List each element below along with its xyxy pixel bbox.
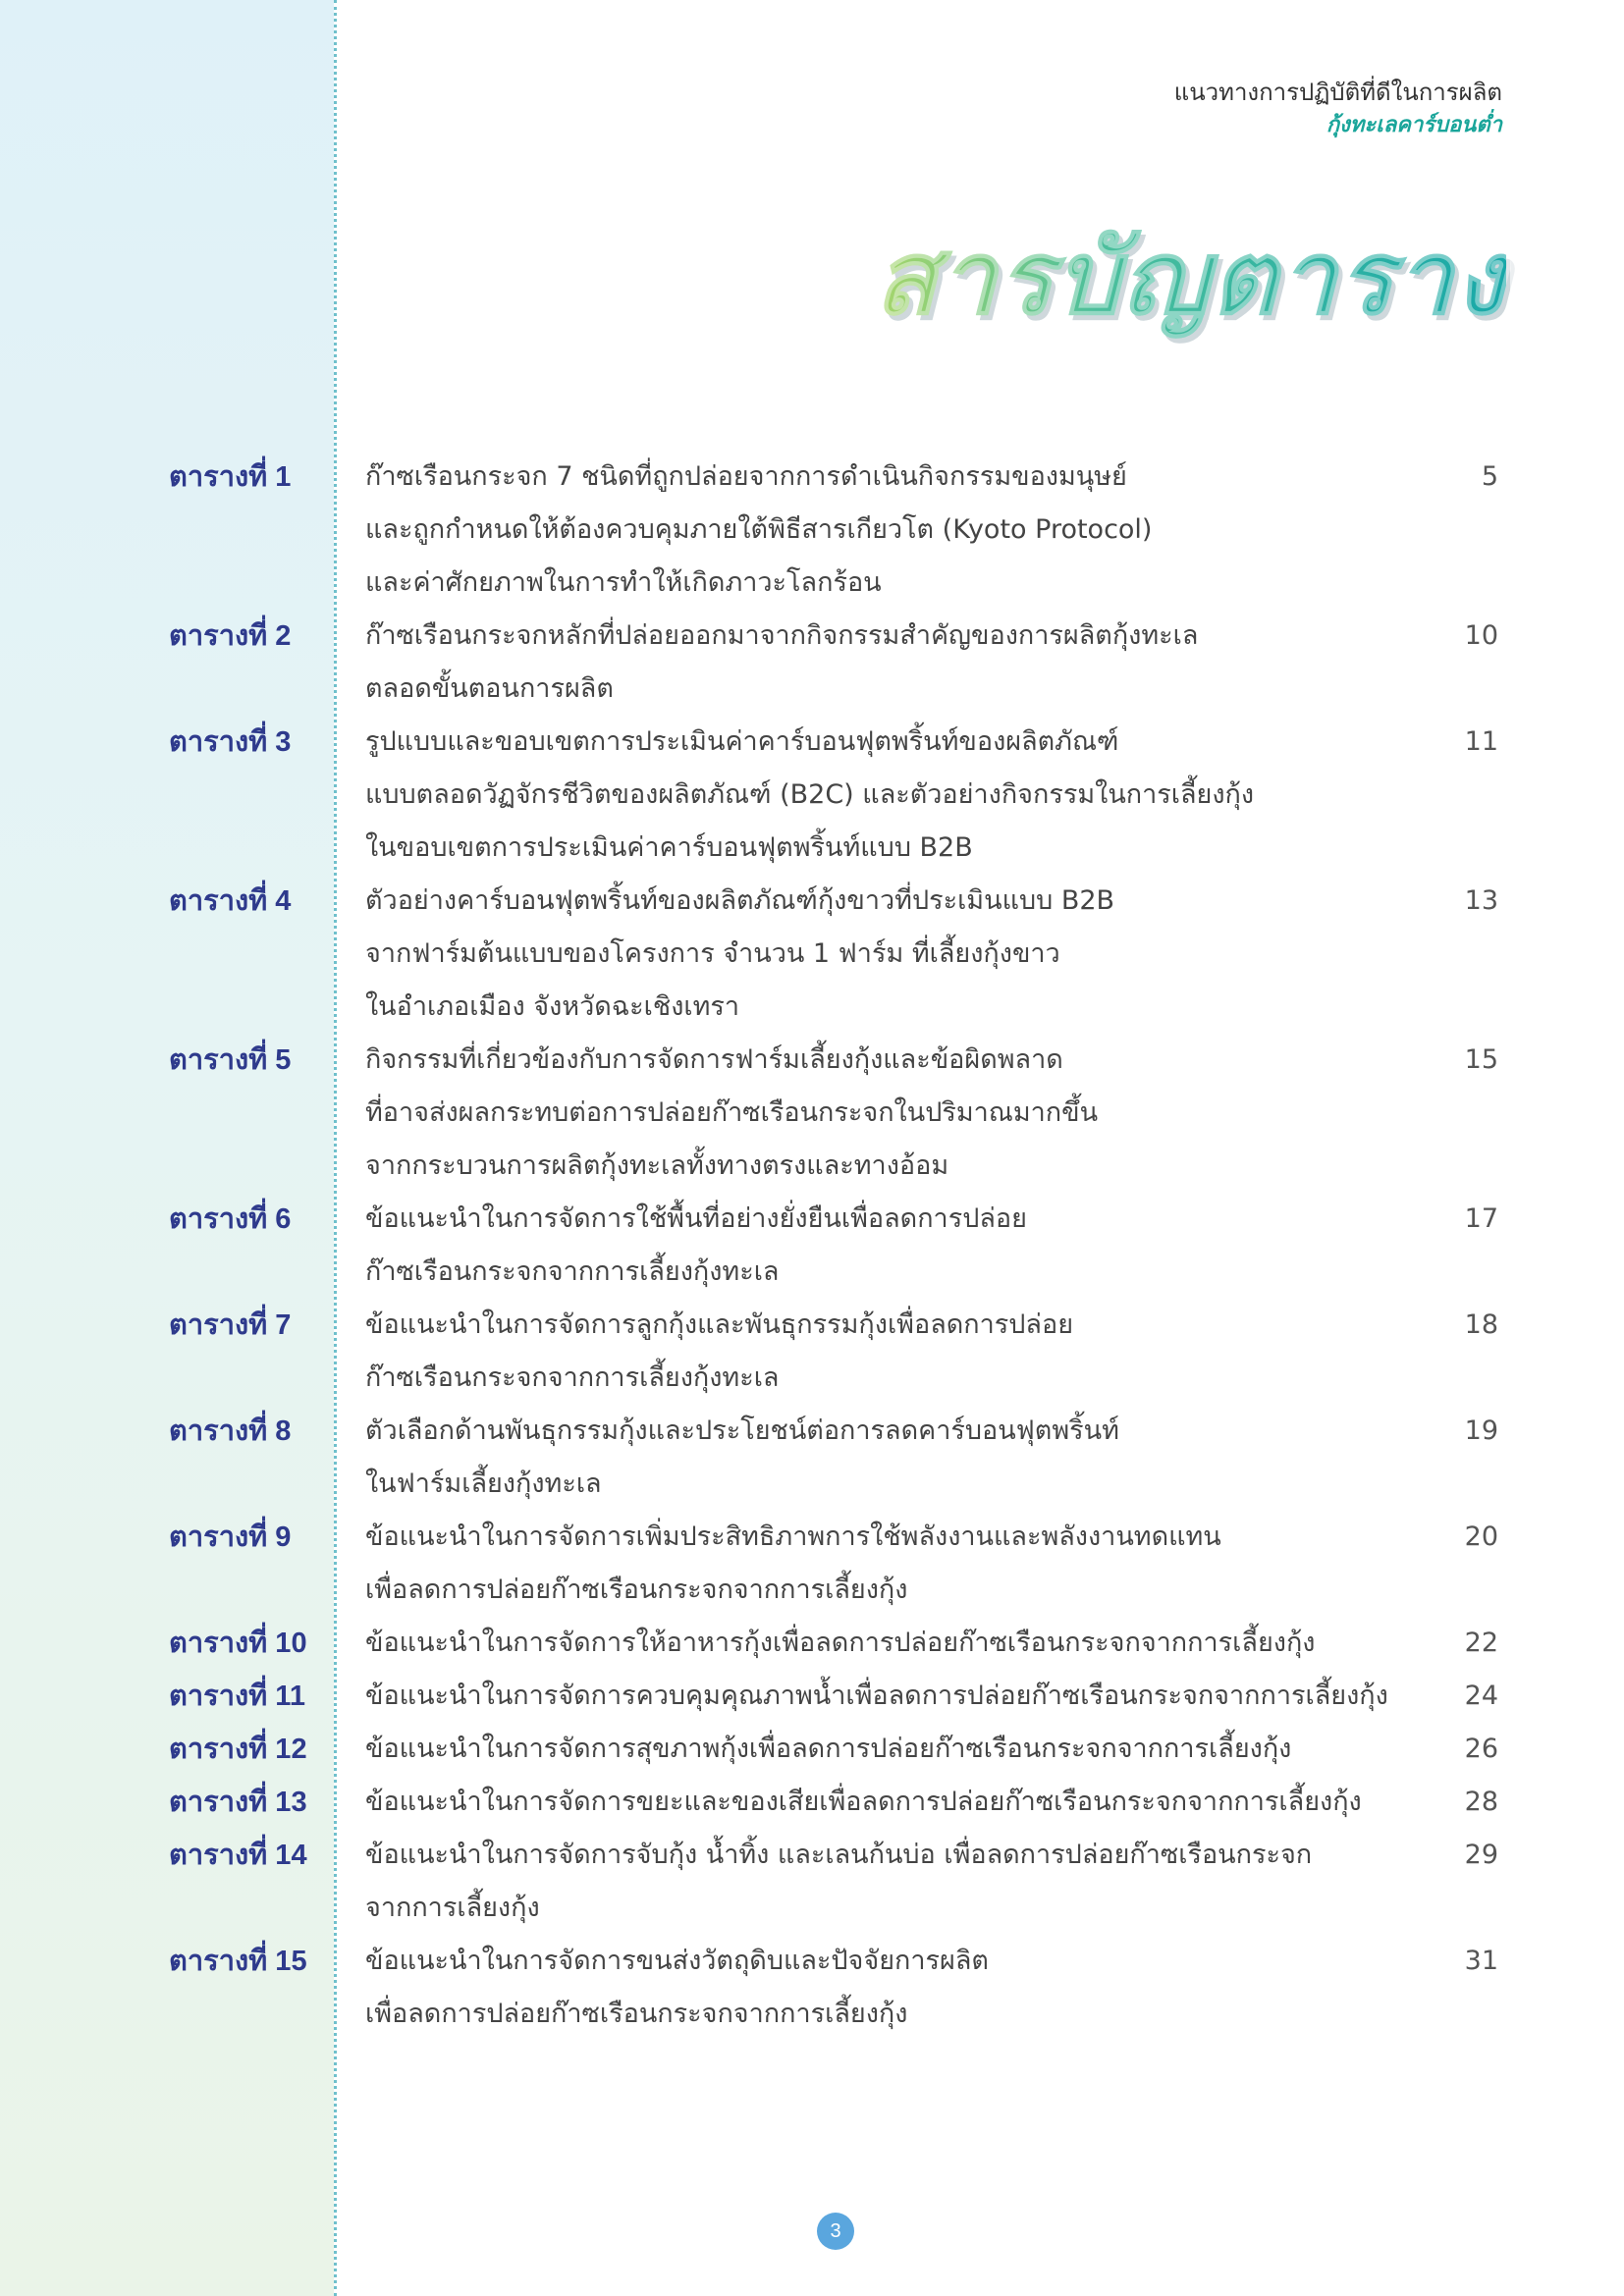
toc-entry-label: ตารางที่ 9 xyxy=(169,1522,292,1553)
toc-entry-title-line: ข้อแนะนำในการจัดการใช้พื้นที่อย่างยั่งยืนเพื่อลดการปล่อย xyxy=(365,1203,1027,1234)
header-title: แนวทางการปฏิบัติที่ดีในการผลิต xyxy=(1173,80,1502,106)
toc-entry[interactable] xyxy=(0,1299,1624,1405)
toc-entry-page: 22 xyxy=(1464,1628,1498,1658)
table-of-tables xyxy=(0,451,1624,2041)
toc-entry-title xyxy=(365,451,1406,610)
toc-entry-title-line: ข้อแนะนำในการจัดการเพิ่มประสิทธิภาพการใช้พลังงานและพลังงานทดแทน xyxy=(365,1522,1221,1552)
toc-entry[interactable] xyxy=(0,1670,1624,1723)
toc-entry-page: 28 xyxy=(1464,1787,1498,1817)
toc-entry-label: ตารางที่ 13 xyxy=(169,1787,307,1818)
toc-entry-title xyxy=(365,1723,1406,1776)
toc-entry[interactable] xyxy=(0,1829,1624,1935)
toc-entry-title xyxy=(365,1617,1406,1670)
toc-entry-page: 26 xyxy=(1464,1734,1498,1764)
toc-entry-title-line: ก๊าซเรือนกระจก 7 ชนิดที่ถูกปล่อยจากการดำเนินกิจกรรมของมนุษย์ xyxy=(365,461,1127,492)
toc-entry-title xyxy=(365,1935,1406,2041)
toc-entry-title-line: รูปแบบและขอบเขตการประเมินค่าคาร์บอนฟุตพริ้นท์ของผลิตภัณฑ์ xyxy=(365,726,1119,757)
toc-entry-title xyxy=(365,1405,1406,1511)
toc-entry[interactable] xyxy=(0,610,1624,716)
toc-entry-page: 17 xyxy=(1464,1203,1498,1234)
toc-entry-title-line: ในฟาร์มเลี้ยงกุ้งทะเล xyxy=(365,1468,602,1499)
toc-entry-page: 13 xyxy=(1464,885,1498,916)
toc-entry-title xyxy=(365,1776,1406,1829)
toc-entry[interactable] xyxy=(0,451,1624,610)
toc-entry-title-line: ก๊าซเรือนกระจกจากการเลี้ยงกุ้งทะเล xyxy=(365,1362,780,1393)
toc-entry-title-line: ตัวเลือกด้านพันธุกรรมกุ้งและประโยชน์ต่อการลดคาร์บอนฟุตพริ้นท์ xyxy=(365,1415,1119,1446)
page-title: สารบัญตาราง xyxy=(875,214,1506,342)
toc-entry[interactable] xyxy=(0,1776,1624,1829)
toc-entry-label: ตารางที่ 2 xyxy=(169,620,292,652)
header-subtitle: กุ้งทะเลคาร์บอนต่ำ xyxy=(1326,112,1502,136)
toc-entry-title-line: ในอำเภอเมือง จังหวัดฉะเชิงเทรา xyxy=(365,991,740,1022)
toc-entry-label: ตารางที่ 8 xyxy=(169,1415,292,1447)
toc-entry-title-line: แบบตลอดวัฏจักรชีวิตของผลิตภัณฑ์ (B2C) และตัวอย่างกิจกรรมในการเลี้ยงกุ้ง xyxy=(365,779,1255,810)
running-header xyxy=(1174,77,1502,139)
toc-entry[interactable] xyxy=(0,875,1624,1034)
toc-entry-page: 20 xyxy=(1464,1522,1498,1552)
toc-entry-title xyxy=(365,1829,1406,1935)
toc-entry-title-line: ข้อแนะนำในการจัดการสุขภาพกุ้งเพื่อลดการปล่อยก๊าซเรือนกระจกจากการเลี้ยงกุ้ง xyxy=(365,1734,1292,1764)
toc-entry-page: 29 xyxy=(1464,1840,1498,1870)
toc-entry-title-line: จากฟาร์มต้นแบบของโครงการ จำนวน 1 ฟาร์ม ที่เลี้ยงกุ้งขาว xyxy=(365,938,1060,969)
toc-entry-title-line: ตัวอย่างคาร์บอนฟุตพริ้นท์ของผลิตภัณฑ์กุ้งขาวที่ประเมินแบบ B2B xyxy=(365,885,1115,916)
toc-entry-title-line: ข้อแนะนำในการจัดการขนส่งวัตถุดิบและปัจจัยการผลิต xyxy=(365,1946,989,1976)
toc-entry-page: 19 xyxy=(1464,1415,1498,1446)
toc-entry-title xyxy=(365,1670,1406,1723)
toc-entry[interactable] xyxy=(0,1723,1624,1776)
toc-entry-title-line: ตลอดขั้นตอนการผลิต xyxy=(365,673,614,704)
toc-entry-page: 31 xyxy=(1464,1946,1498,1976)
toc-entry-title-line: เพื่อลดการปล่อยก๊าซเรือนกระจกจากการเลี้ยงกุ้ง xyxy=(365,1999,908,2029)
toc-entry-label: ตารางที่ 15 xyxy=(169,1946,307,1977)
toc-entry-title xyxy=(365,1511,1406,1617)
toc-entry-label: ตารางที่ 12 xyxy=(169,1734,307,1765)
toc-entry-title xyxy=(365,1299,1406,1405)
toc-entry-label: ตารางที่ 10 xyxy=(169,1628,307,1659)
toc-entry-label: ตารางที่ 6 xyxy=(169,1203,292,1235)
toc-entry-page: 15 xyxy=(1464,1044,1498,1075)
toc-entry[interactable] xyxy=(0,1617,1624,1670)
toc-entry-title-line: และค่าศักยภาพในการทำให้เกิดภาวะโลกร้อน xyxy=(365,567,882,598)
toc-entry[interactable] xyxy=(0,1405,1624,1511)
toc-entry-page: 10 xyxy=(1464,620,1498,651)
toc-entry-label: ตารางที่ 7 xyxy=(169,1309,292,1341)
toc-entry-title-line: ข้อแนะนำในการจัดการจับกุ้ง น้ำทิ้ง และเลนก้นบ่อ เพื่อลดการปล่อยก๊าซเรือนกระจก xyxy=(365,1840,1313,1870)
toc-entry-title xyxy=(365,875,1406,1034)
toc-entry-title-line: กิจกรรมที่เกี่ยวข้องกับการจัดการฟาร์มเลี้ยงกุ้งและข้อผิดพลาด xyxy=(365,1044,1063,1075)
toc-entry-label: ตารางที่ 11 xyxy=(169,1681,305,1712)
toc-entry-label: ตารางที่ 3 xyxy=(169,726,292,758)
toc-entry-title-line: จากกระบวนการผลิตกุ้งทะเลทั้งทางตรงและทางอ้อม xyxy=(365,1150,949,1181)
toc-entry-page: 18 xyxy=(1464,1309,1498,1340)
toc-entry-title-line: ข้อแนะนำในการจัดการลูกกุ้งและพันธุกรรมกุ้งเพื่อลดการปล่อย xyxy=(365,1309,1074,1340)
toc-entry-title-line: และถูกกำหนดให้ต้องควบคุมภายใต้พิธีสารเกียวโต (Kyoto Protocol) xyxy=(365,514,1153,545)
toc-entry-title-line: ก๊าซเรือนกระจกหลักที่ปล่อยออกมาจากกิจกรรมสำคัญของการผลิตกุ้งทะเล xyxy=(365,620,1199,651)
toc-entry-label: ตารางที่ 4 xyxy=(169,885,292,917)
toc-entry-label: ตารางที่ 5 xyxy=(169,1044,292,1076)
toc-entry[interactable] xyxy=(0,716,1624,875)
toc-entry-title xyxy=(365,1193,1406,1299)
toc-entry-page: 24 xyxy=(1464,1681,1498,1711)
toc-entry-title xyxy=(365,1034,1406,1193)
toc-entry-title-line: ในขอบเขตการประเมินค่าคาร์บอนฟุตพริ้นท์แบบ B2B xyxy=(365,832,973,863)
toc-entry-label: ตารางที่ 1 xyxy=(169,461,292,493)
toc-entry-page: 5 xyxy=(1481,461,1498,492)
toc-entry-page: 11 xyxy=(1464,726,1498,757)
toc-entry[interactable] xyxy=(0,1193,1624,1299)
toc-entry-title-line: ข้อแนะนำในการจัดการขยะและของเสียเพื่อลดการปล่อยก๊าซเรือนกระจกจากการเลี้ยงกุ้ง xyxy=(365,1787,1362,1817)
toc-entry-title-line: ข้อแนะนำในการจัดการควบคุมคุณภาพน้ำเพื่อลดการปล่อยก๊าซเรือนกระจกจากการเลี้ยงกุ้ง xyxy=(365,1681,1388,1711)
toc-entry-title-line: ข้อแนะนำในการจัดการให้อาหารกุ้งเพื่อลดการปล่อยก๊าซเรือนกระจกจากการเลี้ยงกุ้ง xyxy=(365,1628,1316,1658)
toc-entry-title xyxy=(365,610,1406,716)
page-number-badge: 3 xyxy=(817,2213,854,2250)
toc-entry[interactable] xyxy=(0,1034,1624,1193)
toc-entry[interactable] xyxy=(0,1511,1624,1617)
toc-entry-title-line: ที่อาจส่งผลกระทบต่อการปล่อยก๊าซเรือนกระจกในปริมาณมากขึ้น xyxy=(365,1097,1099,1128)
toc-entry-title-line: จากการเลี้ยงกุ้ง xyxy=(365,1893,540,1923)
toc-entry-title-line: ก๊าซเรือนกระจกจากการเลี้ยงกุ้งทะเล xyxy=(365,1256,780,1287)
toc-entry-label: ตารางที่ 14 xyxy=(169,1840,307,1871)
toc-entry-title-line: เพื่อลดการปล่อยก๊าซเรือนกระจกจากการเลี้ยงกุ้ง xyxy=(365,1575,908,1605)
toc-entry-title xyxy=(365,716,1406,875)
toc-entry[interactable] xyxy=(0,1935,1624,2041)
